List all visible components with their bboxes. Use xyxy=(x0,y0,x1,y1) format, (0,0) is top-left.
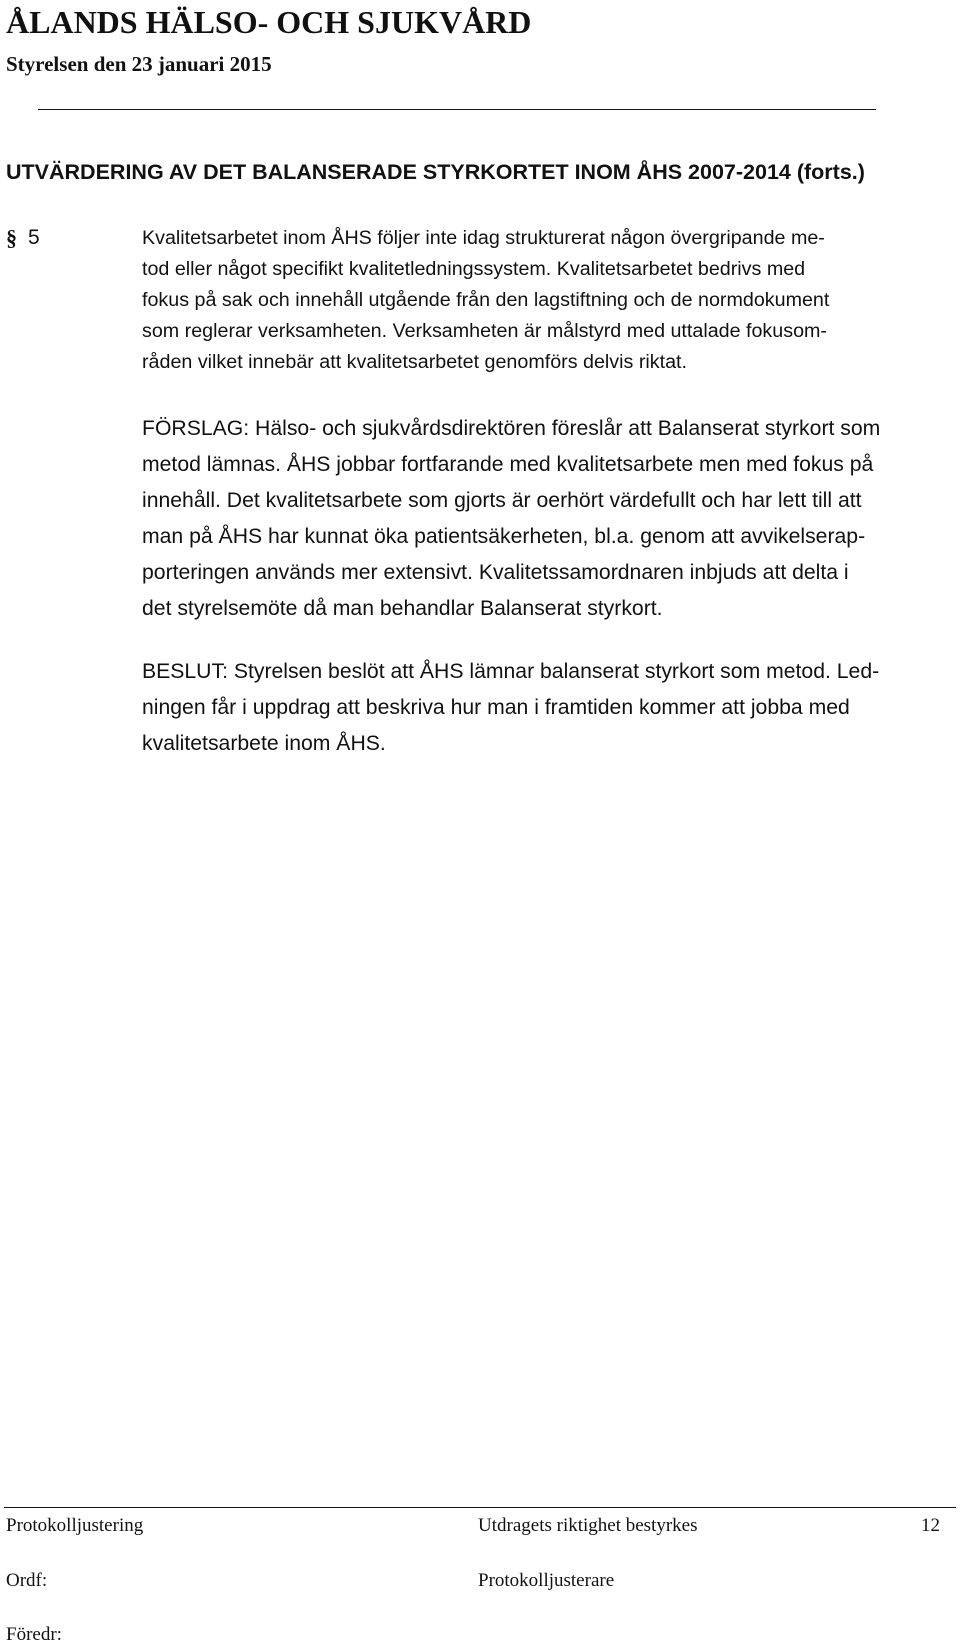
footer-presenter-label: Föredr: xyxy=(6,1624,62,1645)
meeting-date: Styrelsen den 23 januari 2015 xyxy=(6,52,272,76)
proposal-line: innehåll. Det kvalitetsarbete som gjorts är oerhört värdefullt och har lett till att xyxy=(142,489,862,512)
paragraph-symbol: § xyxy=(6,225,17,250)
body-line: fokus på sak och innehåll utgående från den lagstiftning och de normdokument xyxy=(142,289,830,311)
proposal-line: porteringen används mer extensivt. Kvalitetssamordnaren inbjuds att delta i xyxy=(142,561,849,584)
decision-line: BESLUT: Styrelsen beslöt att ÅHS lämnar balanserat styrkort som metod. Led- xyxy=(142,660,880,683)
proposal-line: metod lämnas. ÅHS jobbar fortfarande med kvalitetsarbete men med fokus på xyxy=(142,453,874,476)
body-line: som reglerar verksamheten. Verksamheten är målstyrd med uttalade fokusom- xyxy=(142,320,827,342)
footer-extract-certified: Utdragets riktighet bestyrkes xyxy=(478,1515,698,1536)
body-line: råden vilket innebär att kvalitetsarbetet genomförs delvis riktat. xyxy=(142,351,687,373)
proposal-line: det styrelsemöte då man behandlar Balanserat styrkort. xyxy=(142,597,663,620)
body-line: tod eller något specifikt kvalitetledningssystem. Kvalitetsarbetet bedrivs med xyxy=(142,258,806,280)
footer-protocol-adjustment: Protokolljustering xyxy=(6,1515,144,1536)
footer-divider xyxy=(4,1507,956,1508)
proposal-line: FÖRSLAG: Hälso- och sjukvårdsdirektören föreslår att Balanserat styrkort som xyxy=(142,417,881,440)
decision-line: ningen får i uppdrag att beskriva hur man i framtiden kommer att jobba med xyxy=(142,696,850,719)
organization-title: ÅLANDS HÄLSO- OCH SJUKVÅRD xyxy=(6,4,532,40)
proposal-line: man på ÅHS har kunnat öka patientsäkerheten, bl.a. genom att avvikelserap- xyxy=(142,525,866,548)
footer-adjuster-label: Protokolljusterare xyxy=(478,1570,615,1591)
header-divider xyxy=(38,109,876,110)
footer-chair-label: Ordf: xyxy=(6,1570,48,1591)
page-number: 12 xyxy=(921,1515,940,1536)
section-heading: UTVÄRDERING AV DET BALANSERADE STYRKORTET INOM ÅHS 2007-2014 (forts.) xyxy=(6,160,865,184)
paragraph-number: 5 xyxy=(28,226,40,249)
decision-line: kvalitetsarbete inom ÅHS. xyxy=(142,732,386,755)
body-line: Kvalitetsarbetet inom ÅHS följer inte idag strukturerat någon övergripande me- xyxy=(142,227,825,249)
